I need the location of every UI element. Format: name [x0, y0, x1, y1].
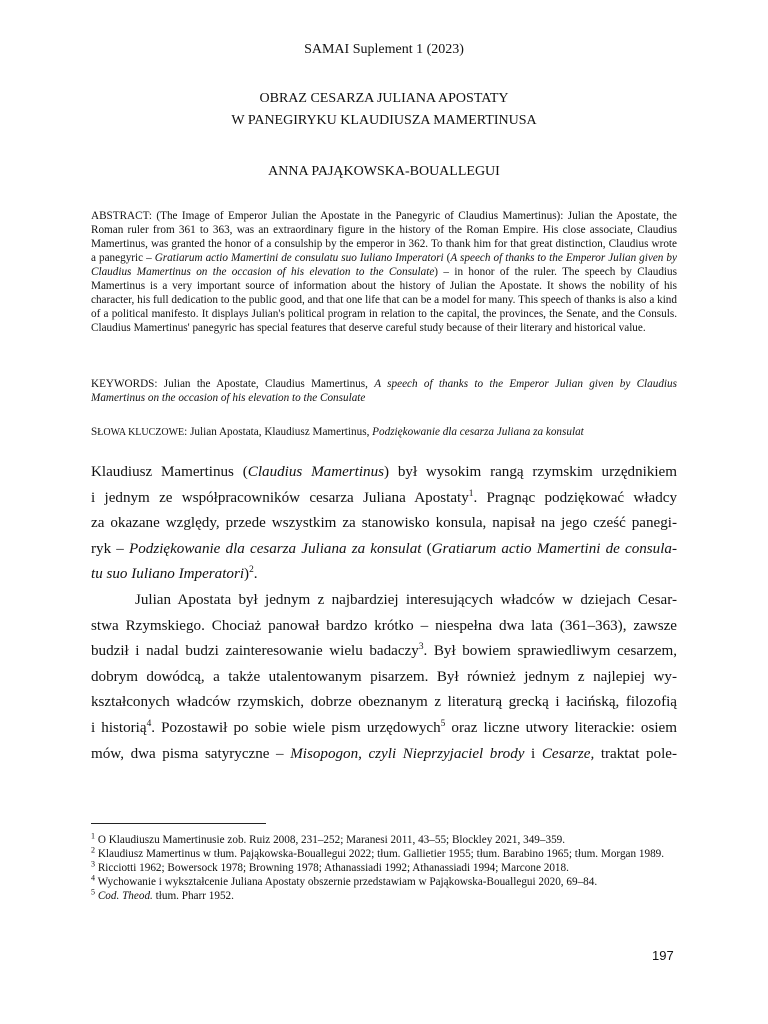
slowa-kluczowe: [91, 425, 677, 440]
page-number: 197: [652, 948, 674, 963]
body-line: budził i nadal budzi zainteresowanie wielu badaczy$^3$. Był bowiem sprawiedliwym cesarzem,: [91, 642, 677, 660]
body-line: kształconych władców rzymskich, dobrze obeznanym z literaturą grecką i łacińską, filozofią: [91, 694, 677, 711]
footnote-ref-3[interactable]: 3: [418, 642, 424, 653]
abstract-latin-title: Gratiarum actio Mamertini de consulatu suo Iuliano Imperatori: [154, 252, 444, 265]
keywords-label: KEYWORDS:: [91, 378, 158, 390]
footnote-ref-1[interactable]: 1: [468, 488, 474, 499]
body-paragraph-1: [91, 460, 677, 588]
abstract-english-title: A speech of thanks to the Emperor Julian given by Claudius Mamertinus on the occasion of his elevation to the Consulate: [91, 252, 677, 279]
footnote-ref-4[interactable]: 4: [146, 718, 152, 729]
abstract-text: (: [443, 252, 451, 265]
keywords-italic: A speech of thanks to the Emperor Julian given by Claudius Mamertinus on the occasion of his elevation to the Consulate: [91, 378, 677, 405]
footnote-2: $^2$ Klaudiusz Mamertinus w tłum. Pająkowska-Bouallegui 2022; tłum. Gallietier 1955; tłum. Barabino 1965; tłum. Morgan 1989.: [91, 845, 665, 860]
body-line: mów, dwa pisma satyryczne – Misopogon, czyli Nieprzyjaciel brody i Cesarze, traktat pole-: [91, 745, 677, 762]
slowa-italic: Podziękowanie dla cesarza Juliana za konsulat: [372, 426, 584, 438]
body-line: tu suo Iuliano Imperatori)$^2$.: [91, 565, 258, 583]
author-name: ANNA PAJĄKOWSKA-BOUALLEGUI: [268, 164, 500, 179]
body-line: za okazane względy, przede wszystkim za stanowisko konsula, napisał na jego cześć panegi-: [91, 515, 677, 532]
body-line: stwa Rzymskiego. Chociaż panował bardzo krótko – niespełna dwa lata (361–363), zawsze: [91, 617, 677, 634]
body-line: dobrym dowódcą, a także utalentowanym pisarzem. Był również jednym z najlepiej wy-: [91, 668, 677, 685]
footnote-separator: [91, 823, 266, 824]
slowa-label-rest: ŁOWA KLUCZOWE: [97, 427, 185, 438]
title-line-2: W PANEGIRYKU KLAUDIUSZA MAMERTINUSA: [231, 113, 537, 128]
abstract: [91, 209, 677, 335]
footnote-ref-2[interactable]: 2: [249, 565, 254, 576]
abstract-text: (The Image of Emperor Julian the Apostate in the Panegyric of Claudius Mamertinus): Julian the Apostate, the Roman ruler from 361 to 363, was an extraordinary figure in the history of the Roman Empire. His close associate, Claudius Mamertinus, was granted the honor of a consulship by the emperor in 362. To thank him for that great distinction, Claudius wrote a panegyric –: [91, 210, 677, 265]
body-line: Julian Apostata był jednym z najbardziej interesujących władców w dziejach Cesar-: [135, 592, 677, 608]
footnote-1: $^1$ O Klaudiuszu Mamertinusie zob. Ruiz 2008, 231–252; Maranesi 2011, 43–55; Blockley 2021, 349–359.: [91, 831, 566, 846]
body-line: Klaudiusz Mamertinus (Claudius Mamertinus) był wysokim rangą rzymskim urzędnikiem: [91, 464, 677, 480]
keywords-text: Julian the Apostate, Claudius Mamertinus,: [157, 378, 375, 390]
keywords: [91, 377, 677, 405]
footnote-ref-5[interactable]: 5: [440, 718, 446, 729]
slowa-label-first: S: [91, 426, 98, 438]
body-line: i jednym ze współpracowników cesarza Juliana Apostaty$^1$. Pragnąc podziękować władcy: [91, 488, 678, 506]
body-line: ryk – Podziękowanie dla cesarza Juliana za konsulat (Gratiarum actio Mamertini de consula-: [91, 540, 677, 557]
footnote-5: $^5$ Cod. Theod. tłum. Pharr 1952.: [91, 887, 234, 902]
title-line-1: OBRAZ CESARZA JULIANA APOSTATY: [259, 91, 509, 106]
footnotes: [91, 833, 677, 903]
body-line: i historią$^4$. Pozostawił po sobie wiele pism urzędowych$^5$ oraz liczne utwory literackie: osiem: [91, 718, 677, 736]
journal-header: SAMAI Suplement 1 (2023): [304, 42, 464, 57]
abstract-label: ABSTRACT:: [91, 210, 152, 222]
slowa-text: : Julian Apostata, Klaudiusz Mamertinus,: [184, 426, 373, 438]
abstract-text: ) – in honor of the ruler. The speech by Claudius Mamertinus is a very important source of information about the history of Julian the Apostate. It shows the nobility of his character, his full dedication to the public good, and that one life that can be a model for many. This speech of thanks is also a kind of a political manifesto. It displays Julian's political program in relation to the capital, the provinces, the Senate, and the Consuls. Claudius Mamertinus' panegyric has special features that deserve careful study because of their literary and historical value.: [91, 266, 677, 335]
body-paragraph-2: [91, 588, 677, 767]
article-title: [0, 88, 768, 132]
footnote-4: $^4$ Wychowanie i wykształcenie Juliana Apostaty obszernie przedstawiam w Pająkowska-Bouallegui 2020, 69–84.: [91, 873, 598, 888]
footnote-3: $^3$ Ricciotti 1962; Bowersock 1978; Browning 1978; Athanassiadi 1992; Athanassiadi 1994; Marcone 2018.: [91, 859, 569, 874]
